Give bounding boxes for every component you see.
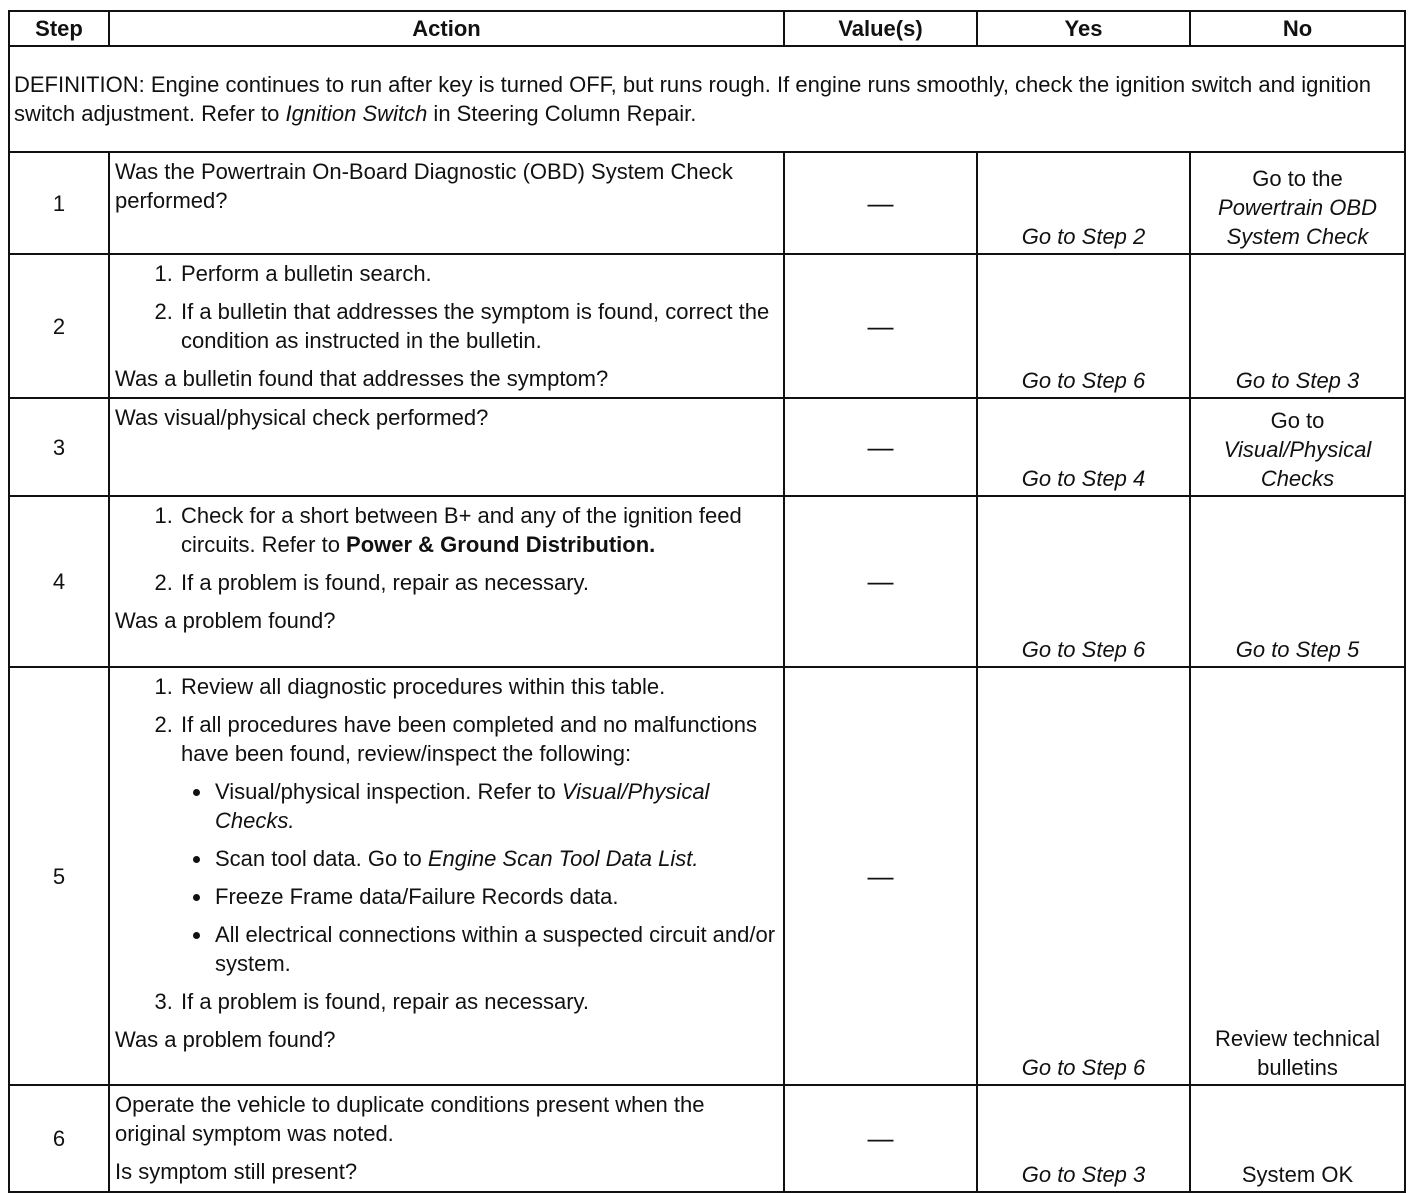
action-cell: [109, 496, 784, 667]
yes-cell: Go to Step 6: [977, 667, 1190, 1085]
no-text: Go to the: [1252, 166, 1343, 191]
step-number: 4: [9, 496, 109, 667]
yes-cell: Go to Step 4: [977, 398, 1190, 496]
step-number: 3: [9, 398, 109, 496]
no-cell: Review technical bulletins: [1190, 667, 1405, 1085]
inspection-item: [213, 844, 779, 873]
action-step-item: 2. If a problem is found, repair as necessary.: [179, 568, 779, 597]
action-question: Was a bulletin found that addresses the symptom?: [115, 366, 609, 391]
inspection-item: • All electrical connections within a suspected circuit and/or system.: [213, 920, 779, 978]
table-row: [9, 1085, 1405, 1192]
header-step: Step: [9, 11, 109, 46]
inspection-item: • Freeze Frame data/Failure Records data.: [213, 882, 779, 911]
action-cell: [109, 254, 784, 398]
action-step-text: Check for a short between B+ and any of the ignition feed circuits. Refer to: [181, 503, 742, 557]
action-step-item: 1. Perform a bulletin search.: [179, 259, 779, 288]
action-steps: [115, 672, 779, 1016]
no-cell: Go to Step 3: [1190, 254, 1405, 398]
action-step-text: If all procedures have been completed and no malfunctions have been found, review/inspect the following:: [181, 712, 758, 766]
action-cell: [109, 1085, 784, 1192]
table-row: [9, 254, 1405, 398]
action-step-item: 1. Review all diagnostic procedures within this table.: [179, 672, 779, 701]
header-values: Value(s): [784, 11, 977, 46]
value-cell: —: [784, 398, 977, 496]
action-step-item: [179, 710, 779, 978]
step-number: 6: [9, 1085, 109, 1192]
definition-text-end: in Steering Column Repair.: [427, 101, 697, 126]
action-cell: [109, 398, 784, 496]
inspection-link: Visual/Physical Checks.: [215, 779, 710, 833]
action-step-item: 3. If a problem is found, repair as necessary.: [179, 987, 779, 1016]
table-row: [9, 496, 1405, 667]
action-steps: [115, 501, 779, 597]
no-text: Go to: [1270, 408, 1325, 433]
value-cell: —: [784, 667, 977, 1085]
no-cell: Go to Step 5: [1190, 496, 1405, 667]
yes-cell: Go to Step 6: [977, 496, 1190, 667]
action-question: Was the Powertrain On-Board Diagnostic (OBD) System Check performed?: [115, 159, 733, 213]
no-link: Visual/Physical Checks: [1223, 437, 1372, 491]
step-number: 5: [9, 667, 109, 1085]
action-question: Was a problem found?: [115, 608, 336, 633]
diagnostic-table: [8, 10, 1406, 1193]
yes-cell: Go to Step 6: [977, 254, 1190, 398]
no-cell: [1190, 152, 1405, 254]
header-row: [9, 11, 1405, 46]
header-no: No: [1190, 11, 1405, 46]
value-cell: —: [784, 152, 977, 254]
definition-link: Ignition Switch: [285, 101, 428, 126]
table-row: [9, 398, 1405, 496]
action-question: Was visual/physical check performed?: [115, 405, 489, 430]
inspection-item: [213, 777, 779, 835]
definition-cell: [9, 46, 1405, 152]
yes-cell: Go to Step 2: [977, 152, 1190, 254]
action-text: Operate the vehicle to duplicate conditions present when the original symptom was noted.: [115, 1092, 705, 1146]
header-action: Action: [109, 11, 784, 46]
value-cell: —: [784, 496, 977, 667]
value-cell: —: [784, 1085, 977, 1192]
definition-row: [9, 46, 1405, 152]
action-cell: [109, 152, 784, 254]
action-question: Was a problem found?: [115, 1027, 336, 1052]
action-step-item: [179, 501, 779, 559]
table-row: [9, 152, 1405, 254]
yes-cell: Go to Step 3: [977, 1085, 1190, 1192]
action-question: Is symptom still present?: [115, 1159, 358, 1184]
action-cell: [109, 667, 784, 1085]
inspection-text: Visual/physical inspection. Refer to: [215, 779, 562, 804]
table-row: [9, 667, 1405, 1085]
inspection-text: Scan tool data. Go to: [215, 846, 428, 871]
action-steps: [115, 259, 779, 355]
action-step-reference: Power & Ground Distribution.: [346, 532, 656, 557]
no-link: Powertrain OBD System Check: [1218, 195, 1377, 249]
header-yes: Yes: [977, 11, 1190, 46]
inspection-list: [181, 777, 779, 978]
definition-text: DEFINITION: Engine continues to run after key is turned OFF, but runs rough. If engine runs smoothly, check the ignition switch and ignition switch adjustment. Refer to: [14, 72, 1371, 126]
no-cell: [1190, 398, 1405, 496]
action-step-item: 2. If a bulletin that addresses the symptom is found, correct the condition as instructed in the bulletin.: [179, 297, 779, 355]
inspection-link: Engine Scan Tool Data List.: [427, 846, 699, 871]
step-number: 2: [9, 254, 109, 398]
no-cell: System OK: [1190, 1085, 1405, 1192]
step-number: 1: [9, 152, 109, 254]
value-cell: —: [784, 254, 977, 398]
